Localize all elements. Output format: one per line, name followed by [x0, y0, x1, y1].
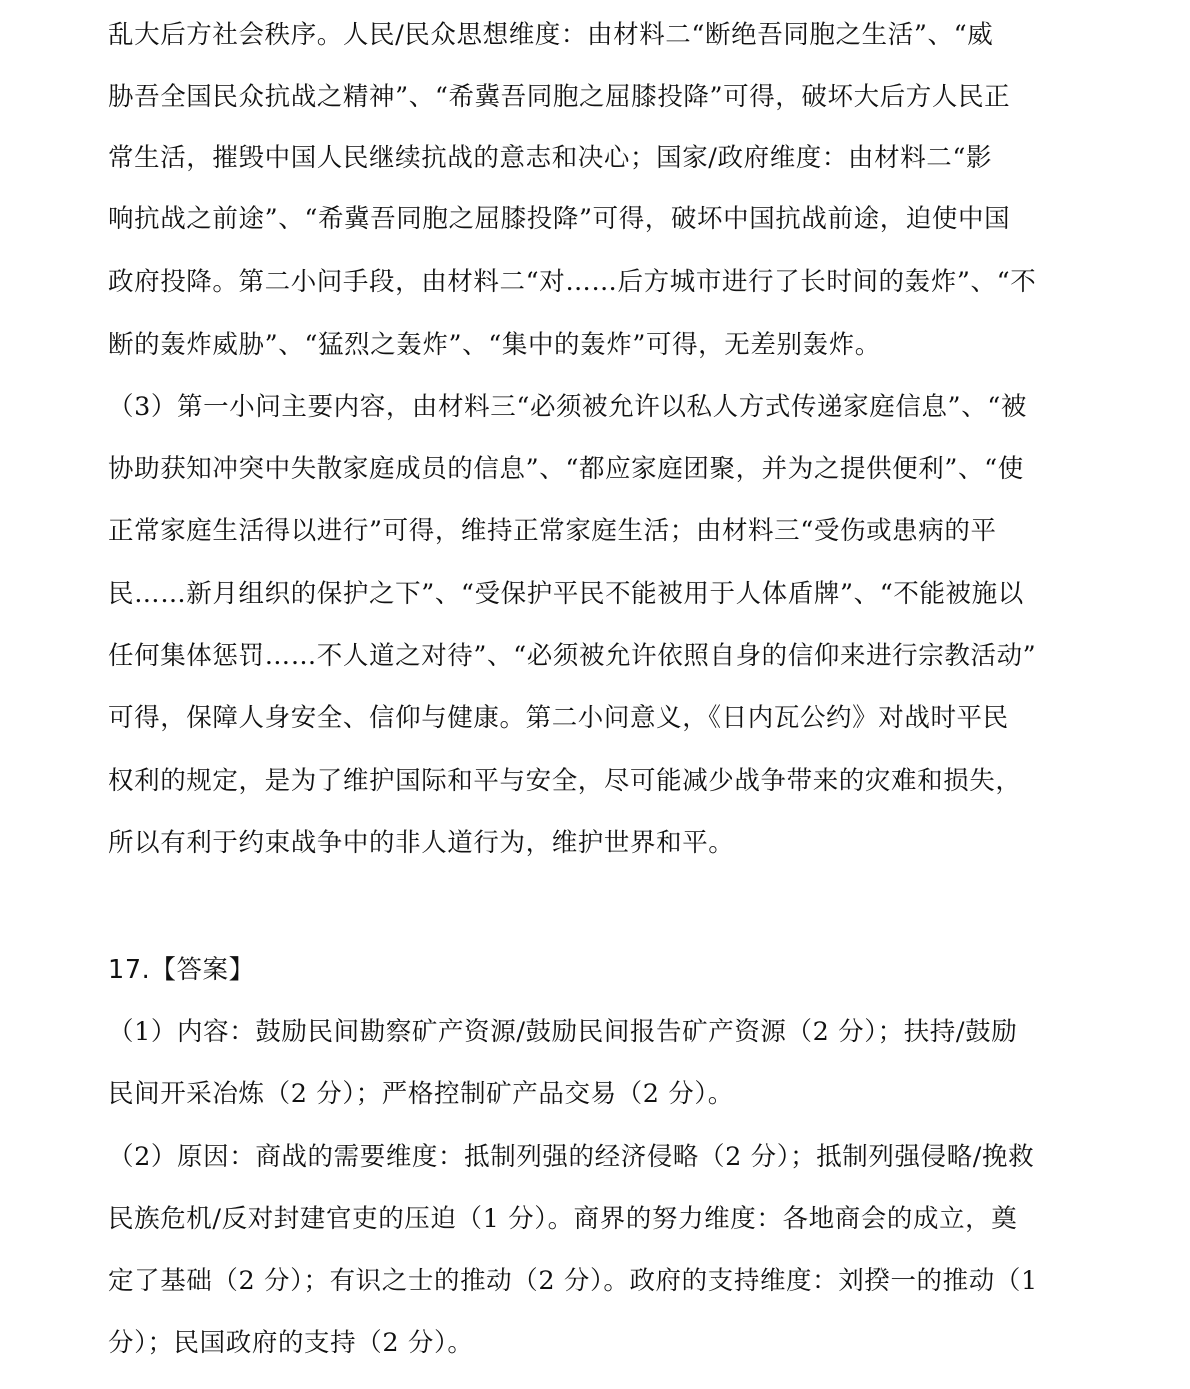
section-heading: 17.【答案】 — [108, 955, 255, 985]
text-line: 可得，保障人身安全、信仰与健康。第二小问意义，《日内瓦公约》对战时平民 — [108, 703, 1009, 733]
text-line: （3）第一小问主要内容，由材料三“必须被允许以私人方式传递家庭信息”、“被 — [108, 392, 1028, 422]
text-line: 权利的规定，是为了维护国际和平与安全，尽可能减少战争带来的灾难和损失， — [108, 766, 1022, 796]
text-line: 正常家庭生活得以进行”可得，维持正常家庭生活；由材料三“受伤或患病的平 — [108, 516, 997, 546]
text-line: （1）内容：鼓励民间勘察矿产资源/鼓励民间报告矿产资源（2 分）；扶持/鼓励 — [108, 1017, 1018, 1047]
text-line: 分）；民国政府的支持（2 分）。 — [108, 1328, 474, 1358]
text-line: 民族危机/反对封建官吏的压迫（1 分）。商界的努力维度：各地商会的成立，奠 — [108, 1204, 1018, 1234]
text-line: 任何集体惩罚……不人道之对待”、“必须被允许依照自身的信仰来进行宗教活动” — [108, 641, 1037, 671]
text-line: 民……新月组织的保护之下”、“受保护平民不能被用于人体盾牌”、“不能被施以 — [108, 579, 1024, 609]
text-line: （2）原因：商战的需要维度：抵制列强的经济侵略（2 分）；抵制列强侵略/挽救 — [108, 1142, 1035, 1172]
text-line: 民间开采冶炼（2 分）；严格控制矿产品交易（2 分）。 — [108, 1079, 734, 1109]
text-line: 常生活，摧毁中国人民继续抗战的意志和决心；国家/政府维度：由材料二“影 — [108, 143, 993, 173]
text-line: 所以有利于约束战争中的非人道行为，维护世界和平。 — [108, 828, 735, 858]
text-line: 定了基础（2 分）；有识之士的推动（2 分）。政府的支持维度：刘揆一的推动（1 — [108, 1266, 1038, 1296]
text-line: 乱大后方社会秩序。人民/民众思想维度：由材料二“断绝吾同胞之生活”、“威 — [108, 20, 994, 50]
text-line: 断的轰炸威胁”、“猛烈之轰炸”、“集中的轰炸”可得，无差别轰炸。 — [108, 330, 881, 360]
text-line: 胁吾全国民众抗战之精神”、“希冀吾同胞之屈膝投降”可得，破坏大后方人民正 — [108, 82, 1011, 112]
text-line: 协助获知冲突中失散家庭成员的信息”、“都应家庭团聚，并为之提供便利”、“使 — [108, 454, 1024, 484]
text-line: 政府投降。第二小问手段，由材料二“对……后方城市进行了长时间的轰炸”、“不 — [108, 267, 1037, 297]
text-line: 响抗战之前途”、“希冀吾同胞之屈膝投降”可得，破坏中国抗战前途，迫使中国 — [108, 204, 1011, 234]
